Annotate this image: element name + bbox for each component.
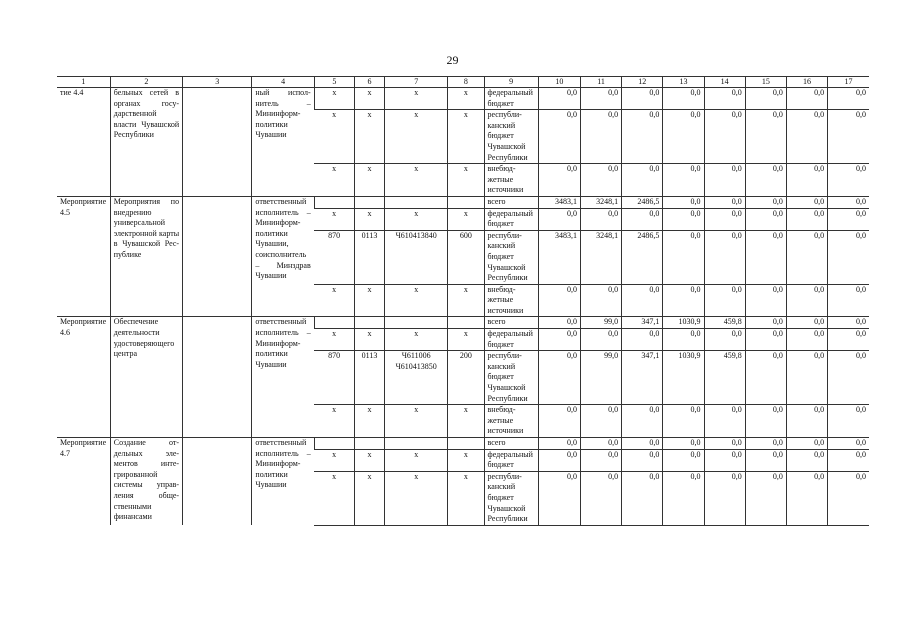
code-expense-type: x	[448, 208, 484, 230]
amount-cell: 3483,1	[538, 230, 580, 284]
amount-cell: 0,0	[745, 449, 786, 471]
code-expense-type: x	[448, 284, 484, 317]
amount-cell: 0,0	[663, 230, 704, 284]
responsible-executor: ответственный исполнитель – Мининформполитики Чувашии	[252, 317, 314, 438]
amount-cell: 0,0	[745, 329, 786, 351]
amount-cell: 0,0	[704, 284, 745, 317]
header-cell: 16	[786, 77, 827, 88]
activity-name: Обеспечение деятельности удостоверяющего центра	[110, 317, 182, 438]
code-expense-type: x	[448, 164, 484, 197]
header-cell: 12	[622, 77, 663, 88]
empty-cell	[183, 438, 252, 526]
table-row	[57, 317, 869, 329]
funding-source: федеральный бюджет	[484, 88, 538, 110]
funding-source: внебюджетные источники	[484, 405, 538, 438]
amount-cell: 0,0	[786, 208, 827, 230]
amount-cell: 0,0	[745, 110, 786, 164]
amount-cell: 0,0	[663, 164, 704, 197]
amount-cell: 0,0	[828, 329, 869, 351]
amount-cell: 0,0	[828, 317, 869, 329]
amount-cell: 0,0	[786, 329, 827, 351]
amount-cell: 0,0	[538, 208, 580, 230]
code-grbs	[314, 317, 354, 329]
activity-name: бельных сетей в органах государственной власти Чувашской Республики	[110, 88, 182, 197]
amount-cell: 3483,1	[538, 196, 580, 208]
amount-cell: 0,0	[745, 230, 786, 284]
amount-cell: 0,0	[622, 449, 663, 471]
amount-cell: 0,0	[580, 110, 621, 164]
code-target-article: x	[385, 110, 448, 164]
amount-cell: 347,1	[622, 317, 663, 329]
header-cell: 9	[484, 77, 538, 88]
amount-cell: 0,0	[538, 329, 580, 351]
funding-source: всего	[484, 317, 538, 329]
amount-cell: 0,0	[622, 405, 663, 438]
funding-source: республиканский бюджет Чувашской Республики	[484, 230, 538, 284]
amount-cell: 459,8	[704, 317, 745, 329]
responsible-executor: ответственный исполнитель – Мининформполитики Чувашии	[252, 438, 314, 526]
page-number: 29	[446, 53, 459, 67]
amount-cell: 0,0	[786, 449, 827, 471]
code-target-article: x	[385, 405, 448, 438]
code-target-article	[385, 438, 448, 450]
amount-cell: 0,0	[786, 438, 827, 450]
code-expense-type: x	[448, 449, 484, 471]
header-cell: 14	[704, 77, 745, 88]
activity-name: Создание отдельных элементов интегрированной системы управления общественными финансами	[110, 438, 182, 526]
empty-cell	[183, 317, 252, 438]
amount-cell: 0,0	[745, 164, 786, 197]
amount-cell: 0,0	[828, 449, 869, 471]
amount-cell: 0,0	[828, 471, 869, 525]
code-target-article: x	[385, 164, 448, 197]
code-section: x	[354, 449, 384, 471]
amount-cell: 0,0	[538, 405, 580, 438]
header-cell: 15	[745, 77, 786, 88]
code-section: x	[354, 208, 384, 230]
code-expense-type	[448, 196, 484, 208]
code-expense-type	[448, 438, 484, 450]
code-expense-type: x	[448, 471, 484, 525]
code-expense-type: x	[448, 110, 484, 164]
amount-cell: 0,0	[580, 471, 621, 525]
amount-cell: 0,0	[580, 438, 621, 450]
amount-cell: 0,0	[745, 88, 786, 110]
code-target-article: Ч611006 Ч610413850	[385, 351, 448, 405]
code-target-article: x	[385, 471, 448, 525]
amount-cell: 0,0	[828, 110, 869, 164]
amount-cell: 0,0	[745, 284, 786, 317]
amount-cell: 0,0	[828, 284, 869, 317]
amount-cell: 0,0	[580, 329, 621, 351]
amount-cell: 0,0	[745, 405, 786, 438]
amount-cell: 0,0	[704, 438, 745, 450]
code-grbs: 870	[314, 351, 354, 405]
amount-cell: 0,0	[828, 438, 869, 450]
code-target-article: x	[385, 284, 448, 317]
amount-cell: 0,0	[745, 196, 786, 208]
amount-cell: 0,0	[663, 196, 704, 208]
amount-cell: 0,0	[538, 110, 580, 164]
amount-cell: 0,0	[745, 351, 786, 405]
amount-cell: 99,0	[580, 317, 621, 329]
amount-cell: 0,0	[828, 405, 869, 438]
amount-cell: 0,0	[580, 164, 621, 197]
header-cell: 6	[354, 77, 384, 88]
amount-cell: 0,0	[663, 110, 704, 164]
funding-source: республиканский бюджет Чувашской Республики	[484, 471, 538, 525]
code-expense-type	[448, 317, 484, 329]
table-row	[57, 88, 869, 110]
header-cell: 13	[663, 77, 704, 88]
code-section: 0113	[354, 351, 384, 405]
amount-cell: 0,0	[704, 196, 745, 208]
header-cell: 1	[57, 77, 110, 88]
code-target-article: x	[385, 208, 448, 230]
amount-cell: 0,0	[538, 449, 580, 471]
activity-number: Мероприятие 4.7	[57, 438, 110, 526]
amount-cell: 1030,9	[663, 351, 704, 405]
amount-cell: 0,0	[704, 329, 745, 351]
activity-name: Мероприятия по внедрению универсальной электронной карты в Чувашской Республике	[110, 196, 182, 317]
empty-cell	[183, 88, 252, 197]
amount-cell: 0,0	[622, 471, 663, 525]
code-grbs: x	[314, 88, 354, 110]
amount-cell: 0,0	[663, 208, 704, 230]
responsible-executor: ный исполнитель – Мининформполитики Чувашии	[252, 88, 314, 197]
code-section: x	[354, 284, 384, 317]
code-section: x	[354, 88, 384, 110]
amount-cell: 0,0	[704, 449, 745, 471]
amount-cell: 0,0	[786, 317, 827, 329]
amount-cell: 0,0	[828, 164, 869, 197]
code-expense-type: 200	[448, 351, 484, 405]
amount-cell: 3248,1	[580, 230, 621, 284]
amount-cell: 0,0	[704, 405, 745, 438]
code-expense-type: x	[448, 329, 484, 351]
amount-cell: 0,0	[828, 230, 869, 284]
amount-cell: 0,0	[538, 164, 580, 197]
code-expense-type: x	[448, 405, 484, 438]
amount-cell: 0,0	[663, 284, 704, 317]
amount-cell: 0,0	[538, 351, 580, 405]
amount-cell: 0,0	[704, 208, 745, 230]
amount-cell: 0,0	[622, 110, 663, 164]
amount-cell: 0,0	[580, 405, 621, 438]
amount-cell: 0,0	[704, 471, 745, 525]
amount-cell: 99,0	[580, 351, 621, 405]
amount-cell: 0,0	[538, 284, 580, 317]
amount-cell: 0,0	[786, 230, 827, 284]
code-target-article: Ч610413840	[385, 230, 448, 284]
amount-cell: 0,0	[704, 88, 745, 110]
code-grbs: x	[314, 284, 354, 317]
code-grbs: x	[314, 110, 354, 164]
code-grbs: x	[314, 405, 354, 438]
header-cell: 5	[314, 77, 354, 88]
code-section	[354, 438, 384, 450]
activity-number: тие 4.4	[60, 88, 84, 97]
code-grbs: 870	[314, 230, 354, 284]
table-row	[57, 196, 869, 208]
amount-cell: 0,0	[828, 88, 869, 110]
activity-number: Мероприятие 4.6	[57, 317, 110, 438]
code-grbs: x	[314, 164, 354, 197]
amount-cell: 0,0	[786, 405, 827, 438]
amount-cell: 0,0	[580, 449, 621, 471]
funding-source: федеральный бюджет	[484, 449, 538, 471]
funding-source: внебюджетные источники	[484, 284, 538, 317]
amount-cell: 0,0	[704, 230, 745, 284]
funding-source: федеральный бюджет	[484, 329, 538, 351]
amount-cell: 0,0	[786, 284, 827, 317]
amount-cell: 0,0	[580, 208, 621, 230]
code-section: x	[354, 471, 384, 525]
amount-cell: 0,0	[786, 164, 827, 197]
code-grbs	[314, 438, 354, 450]
amount-cell: 0,0	[580, 284, 621, 317]
header-cell: 8	[448, 77, 484, 88]
amount-cell: 459,8	[704, 351, 745, 405]
amount-cell: 0,0	[622, 164, 663, 197]
code-expense-type: x	[448, 88, 484, 110]
code-section: x	[354, 405, 384, 438]
amount-cell: 0,0	[786, 471, 827, 525]
funding-source: всего	[484, 196, 538, 208]
code-grbs: x	[314, 471, 354, 525]
amount-cell: 0,0	[622, 438, 663, 450]
code-target-article: x	[385, 449, 448, 471]
code-section: x	[354, 164, 384, 197]
responsible-executor: ответственный исполнитель – Мининформполитики Чувашии, соисполнитель – Минздрав Чувашии	[252, 196, 314, 317]
amount-cell: 2486,5	[622, 196, 663, 208]
amount-cell: 0,0	[622, 88, 663, 110]
amount-cell: 1030,9	[663, 317, 704, 329]
code-section	[354, 317, 384, 329]
amount-cell: 0,0	[745, 438, 786, 450]
code-section: x	[354, 110, 384, 164]
amount-cell: 0,0	[786, 351, 827, 405]
amount-cell: 0,0	[663, 471, 704, 525]
table-body	[57, 77, 869, 526]
amount-cell: 0,0	[704, 164, 745, 197]
header-cell: 10	[538, 77, 580, 88]
code-grbs: x	[314, 329, 354, 351]
code-section: 0113	[354, 230, 384, 284]
amount-cell: 347,1	[622, 351, 663, 405]
header-cell: 17	[828, 77, 869, 88]
amount-cell: 0,0	[622, 284, 663, 317]
amount-cell: 0,0	[538, 88, 580, 110]
funding-source: внебюджетные источники	[484, 164, 538, 197]
amount-cell: 0,0	[538, 438, 580, 450]
amount-cell: 0,0	[538, 317, 580, 329]
header-cell: 4	[252, 77, 314, 88]
amount-cell: 0,0	[663, 405, 704, 438]
amount-cell: 2486,5	[622, 230, 663, 284]
amount-cell: 0,0	[704, 110, 745, 164]
activity-number: Мероприятие 4.5	[57, 196, 110, 317]
code-expense-type: 600	[448, 230, 484, 284]
amount-cell: 0,0	[580, 88, 621, 110]
code-grbs	[314, 196, 354, 208]
empty-cell	[183, 196, 252, 317]
amount-cell: 0,0	[745, 471, 786, 525]
amount-cell: 0,0	[538, 471, 580, 525]
amount-cell: 0,0	[745, 317, 786, 329]
header-cell: 7	[385, 77, 448, 88]
amount-cell: 0,0	[828, 351, 869, 405]
funding-source: всего	[484, 438, 538, 450]
header-cell: 2	[110, 77, 182, 88]
header-cell: 3	[183, 77, 252, 88]
amount-cell: 3248,1	[580, 196, 621, 208]
amount-cell: 0,0	[745, 208, 786, 230]
amount-cell: 0,0	[663, 438, 704, 450]
amount-cell: 0,0	[786, 196, 827, 208]
code-section: x	[354, 329, 384, 351]
amount-cell: 0,0	[622, 208, 663, 230]
amount-cell: 0,0	[786, 88, 827, 110]
amount-cell: 0,0	[663, 329, 704, 351]
header-row	[57, 77, 869, 88]
funding-source: республиканский бюджет Чувашской Республики	[484, 351, 538, 405]
funding-source: федеральный бюджет	[484, 208, 538, 230]
amount-cell: 0,0	[663, 88, 704, 110]
amount-cell: 0,0	[786, 110, 827, 164]
code-grbs: x	[314, 208, 354, 230]
table-row	[57, 438, 869, 450]
amount-cell: 0,0	[663, 449, 704, 471]
amount-cell: 0,0	[622, 329, 663, 351]
code-target-article	[385, 196, 448, 208]
code-target-article: x	[385, 88, 448, 110]
code-grbs: x	[314, 449, 354, 471]
amount-cell: 0,0	[828, 196, 869, 208]
funding-source: республиканский бюджет Чувашской Республики	[484, 110, 538, 164]
code-target-article: x	[385, 329, 448, 351]
budget-table	[57, 76, 869, 526]
code-target-article	[385, 317, 448, 329]
code-section	[354, 196, 384, 208]
header-cell: 11	[580, 77, 621, 88]
amount-cell: 0,0	[828, 208, 869, 230]
